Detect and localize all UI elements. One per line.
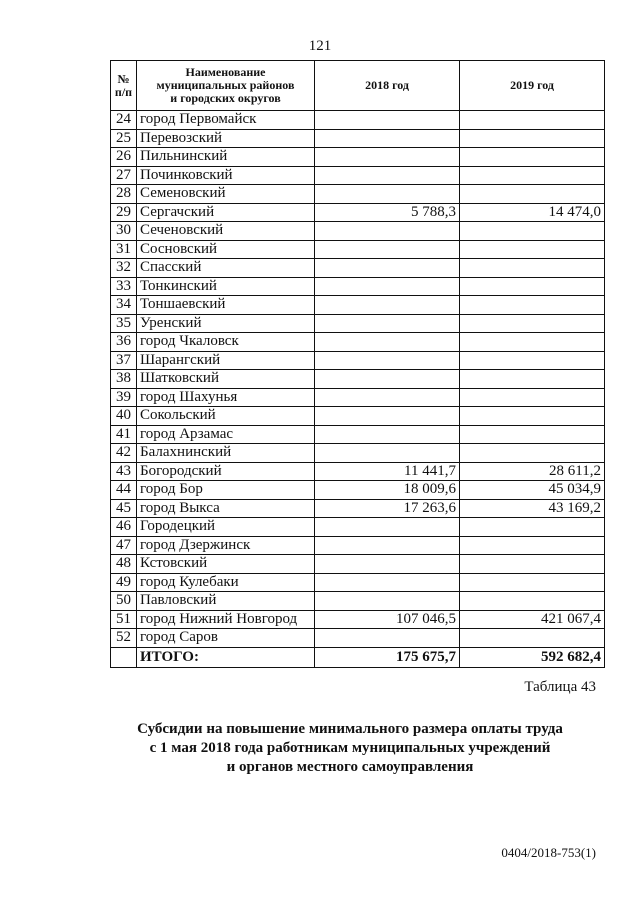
row-2018-value: 18 009,6	[315, 481, 460, 500]
row-2018-value	[315, 407, 460, 426]
row-name: Пильнинский	[137, 148, 315, 167]
row-2018-value	[315, 148, 460, 167]
row-number: 36	[111, 333, 137, 352]
row-2019-value	[460, 555, 605, 574]
row-name: Павловский	[137, 592, 315, 611]
row-name: Шарангский	[137, 351, 315, 370]
row-2019-value	[460, 592, 605, 611]
row-2019-value	[460, 370, 605, 389]
total-2018: 175 675,7	[315, 647, 460, 667]
table-row	[111, 333, 605, 352]
table-row	[111, 573, 605, 592]
row-number: 48	[111, 555, 137, 574]
row-2018-value	[315, 388, 460, 407]
row-2018-value	[315, 259, 460, 278]
row-2019-value	[460, 277, 605, 296]
table-row	[111, 499, 605, 518]
row-2018-value	[315, 166, 460, 185]
table-row	[111, 277, 605, 296]
row-2018-value	[315, 129, 460, 148]
table-row	[111, 166, 605, 185]
row-name: Шатковский	[137, 370, 315, 389]
row-2018-value	[315, 536, 460, 555]
row-2018-value: 107 046,5	[315, 610, 460, 629]
table-row	[111, 222, 605, 241]
row-name: город Чкаловск	[137, 333, 315, 352]
subsidy-table	[110, 60, 605, 668]
row-name: Сергачский	[137, 203, 315, 222]
row-2019-value	[460, 259, 605, 278]
total-label: ИТОГО:	[137, 647, 315, 667]
total-row	[111, 647, 605, 667]
row-2018-value: 5 788,3	[315, 203, 460, 222]
table-row	[111, 111, 605, 130]
row-number: 38	[111, 370, 137, 389]
row-2018-value	[315, 111, 460, 130]
header-2019: 2019 год	[460, 61, 605, 111]
row-2019-value	[460, 111, 605, 130]
row-name: Тоншаевский	[137, 296, 315, 315]
row-2018-value	[315, 555, 460, 574]
row-number: 51	[111, 610, 137, 629]
row-2018-value	[315, 222, 460, 241]
row-2018-value	[315, 370, 460, 389]
table-row	[111, 610, 605, 629]
table-row	[111, 314, 605, 333]
row-name: Тонкинский	[137, 277, 315, 296]
row-number: 34	[111, 296, 137, 315]
row-number: 45	[111, 499, 137, 518]
row-number: 24	[111, 111, 137, 130]
header-name: Наименование муниципальных районов и городских округов	[137, 61, 315, 111]
row-number: 43	[111, 462, 137, 481]
row-number: 39	[111, 388, 137, 407]
total-2019: 592 682,4	[460, 647, 605, 667]
row-2019-value	[460, 129, 605, 148]
row-2019-value	[460, 240, 605, 259]
row-number: 47	[111, 536, 137, 555]
row-number: 25	[111, 129, 137, 148]
section-title	[100, 720, 600, 777]
row-2018-value	[315, 351, 460, 370]
row-name: Городецкий	[137, 518, 315, 537]
table-row	[111, 536, 605, 555]
row-number: 31	[111, 240, 137, 259]
row-2018-value	[315, 444, 460, 463]
row-2018-value	[315, 296, 460, 315]
row-number: 44	[111, 481, 137, 500]
row-name: Семеновский	[137, 185, 315, 204]
row-2018-value	[315, 629, 460, 648]
row-number: 28	[111, 185, 137, 204]
row-2018-value	[315, 240, 460, 259]
row-number: 29	[111, 203, 137, 222]
table-row	[111, 351, 605, 370]
row-number: 49	[111, 573, 137, 592]
row-name: Починковский	[137, 166, 315, 185]
row-2019-value	[460, 351, 605, 370]
row-number: 27	[111, 166, 137, 185]
row-2019-value	[460, 314, 605, 333]
row-2019-value	[460, 573, 605, 592]
row-number: 30	[111, 222, 137, 241]
table-row	[111, 148, 605, 167]
row-2019-value: 28 611,2	[460, 462, 605, 481]
table-row	[111, 129, 605, 148]
table-row	[111, 555, 605, 574]
row-2019-value	[460, 148, 605, 167]
row-2019-value	[460, 518, 605, 537]
table-row	[111, 203, 605, 222]
table-row	[111, 407, 605, 426]
row-name: Богородский	[137, 462, 315, 481]
row-name: Перевозский	[137, 129, 315, 148]
table-row	[111, 462, 605, 481]
row-name: Спасский	[137, 259, 315, 278]
row-name: Балахнинский	[137, 444, 315, 463]
row-name: город Арзамас	[137, 425, 315, 444]
row-2019-value	[460, 222, 605, 241]
row-number: 33	[111, 277, 137, 296]
row-name: город Саров	[137, 629, 315, 648]
row-2018-value	[315, 185, 460, 204]
row-name: город Кулебаки	[137, 573, 315, 592]
row-name: Сеченовский	[137, 222, 315, 241]
row-2019-value	[460, 536, 605, 555]
table-row	[111, 240, 605, 259]
row-2019-value: 45 034,9	[460, 481, 605, 500]
row-name: город Первомайск	[137, 111, 315, 130]
header-2018: 2018 год	[315, 61, 460, 111]
table-row	[111, 370, 605, 389]
row-name: Сосновский	[137, 240, 315, 259]
row-2019-value	[460, 407, 605, 426]
row-2019-value	[460, 333, 605, 352]
row-2019-value	[460, 444, 605, 463]
table-row	[111, 444, 605, 463]
row-2019-value	[460, 296, 605, 315]
table-header-row	[111, 61, 605, 111]
row-number: 26	[111, 148, 137, 167]
row-2019-value	[460, 425, 605, 444]
table-row	[111, 388, 605, 407]
section-title-line: и органов местного самоуправления	[226, 759, 474, 775]
row-2018-value	[315, 277, 460, 296]
row-2018-value	[315, 573, 460, 592]
document-code: 0404/2018-753(1)	[501, 845, 596, 860]
row-2018-value: 17 263,6	[315, 499, 460, 518]
row-name: Уренский	[137, 314, 315, 333]
table-label: Таблица 43	[524, 679, 596, 695]
row-2018-value	[315, 333, 460, 352]
row-name: город Выкса	[137, 499, 315, 518]
table-row	[111, 259, 605, 278]
row-name: город Шахунья	[137, 388, 315, 407]
row-2019-value: 421 067,4	[460, 610, 605, 629]
page-number: 121	[308, 38, 332, 54]
row-name: Сокольский	[137, 407, 315, 426]
row-2018-value	[315, 518, 460, 537]
row-name: Кстовский	[137, 555, 315, 574]
row-number: 40	[111, 407, 137, 426]
table-row	[111, 481, 605, 500]
row-number: 41	[111, 425, 137, 444]
row-number: 52	[111, 629, 137, 648]
table-row	[111, 296, 605, 315]
row-number: 42	[111, 444, 137, 463]
row-2018-value: 11 441,7	[315, 462, 460, 481]
row-2019-value: 43 169,2	[460, 499, 605, 518]
table-row	[111, 592, 605, 611]
section-title-line: с 1 мая 2018 года работникам муниципальных учреждений	[149, 740, 551, 756]
row-number: 32	[111, 259, 137, 278]
row-number: 46	[111, 518, 137, 537]
total-num-cell	[111, 647, 137, 667]
table-row	[111, 425, 605, 444]
row-number: 37	[111, 351, 137, 370]
row-2019-value	[460, 388, 605, 407]
table-row	[111, 518, 605, 537]
row-name: город Бор	[137, 481, 315, 500]
row-2019-value	[460, 166, 605, 185]
row-2019-value: 14 474,0	[460, 203, 605, 222]
row-number: 50	[111, 592, 137, 611]
row-2019-value	[460, 629, 605, 648]
section-title-line: Субсидии на повышение минимального размера оплаты труда	[137, 721, 563, 737]
header-num: № п/п	[111, 61, 137, 111]
row-2018-value	[315, 314, 460, 333]
row-name: город Дзержинск	[137, 536, 315, 555]
row-number: 35	[111, 314, 137, 333]
row-2019-value	[460, 185, 605, 204]
table-row	[111, 185, 605, 204]
row-name: город Нижний Новгород	[137, 610, 315, 629]
row-2018-value	[315, 425, 460, 444]
table-row	[111, 629, 605, 648]
row-2018-value	[315, 592, 460, 611]
